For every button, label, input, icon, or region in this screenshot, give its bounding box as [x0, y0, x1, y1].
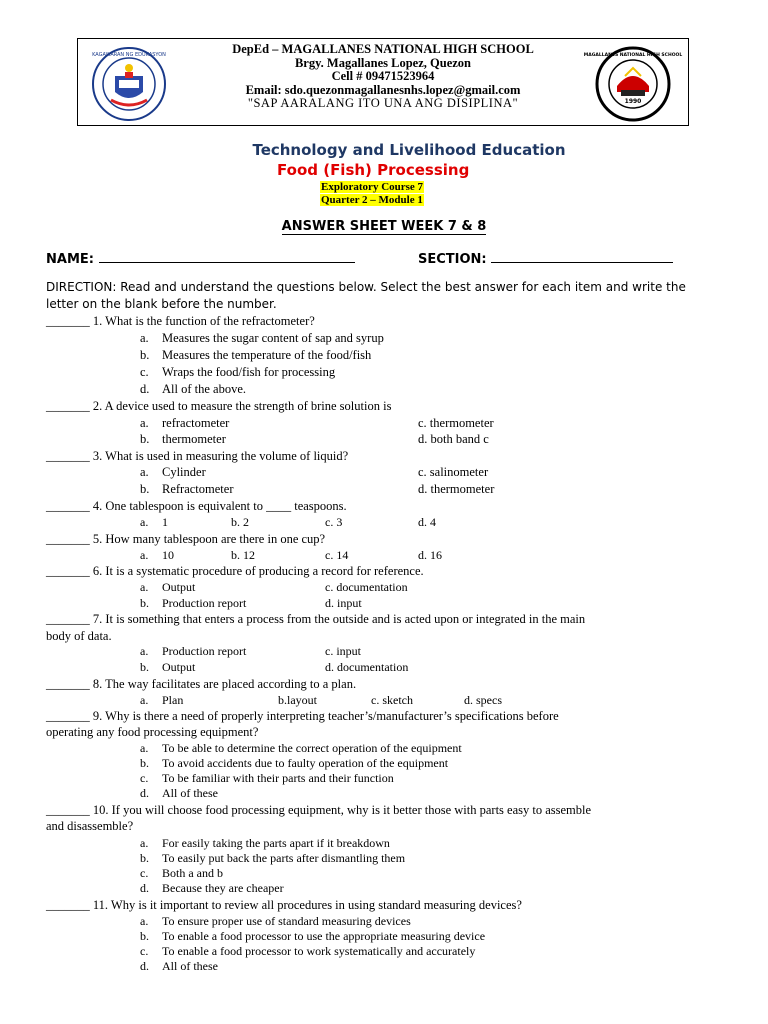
answer-option — [231, 515, 249, 530]
question-label: 2. A device used to measure the strength of brine solution is — [89, 399, 392, 413]
section-blank[interactable] — [491, 249, 673, 263]
answer-option — [418, 416, 494, 431]
answer-option — [418, 482, 494, 497]
answer-option — [278, 693, 317, 708]
school-seal-year: 1990 — [624, 98, 642, 105]
answer-blank[interactable]: _______ — [46, 677, 90, 691]
direction-text: letter on the blank before the number. — [46, 297, 277, 311]
answer-option — [140, 548, 174, 563]
answer-option — [325, 515, 342, 530]
option-text: Refractometer — [162, 482, 234, 496]
option-text: To easily put back the parts after dismantling them — [162, 851, 406, 865]
option-text: Because they are cheaper — [162, 881, 284, 895]
answer-option — [140, 331, 384, 346]
answer-option — [418, 515, 436, 530]
answer-option — [325, 548, 348, 563]
option-letter: d. — [140, 881, 149, 895]
subject-title: Technology and Livelihood Education — [252, 141, 566, 159]
option-text: To ensure proper use of standard measuring devices — [162, 914, 411, 928]
option-text: refractometer — [162, 416, 230, 430]
question-text-continued: and disassemble? — [46, 819, 134, 833]
answer-blank[interactable]: _______ — [46, 898, 90, 912]
question-text — [46, 499, 347, 514]
option-text: 1 — [162, 515, 168, 529]
option-text: Measures the temperature of the food/fish — [162, 348, 372, 362]
option-text: Measures the sugar content of sap and syrup — [162, 331, 384, 345]
option-text: d. thermometer — [418, 482, 495, 496]
name-field[interactable] — [46, 249, 355, 267]
question-label: 1. What is the function of the refractometer? — [89, 314, 315, 328]
question-label: 3. What is used in measuring the volume of liquid? — [89, 449, 349, 463]
option-letter: b. — [140, 596, 149, 610]
answer-option — [140, 914, 411, 929]
question-text — [46, 532, 325, 547]
answer-option — [140, 348, 371, 363]
answer-blank[interactable]: _______ — [46, 499, 90, 513]
option-text: c. 3 — [325, 515, 343, 529]
school-header — [77, 38, 689, 126]
option-letter: a. — [140, 331, 149, 345]
answer-option — [418, 432, 489, 447]
question-label: 4. One tablespoon is equivalent to ____ teaspoons. — [89, 499, 347, 513]
option-text: c. input — [325, 644, 361, 658]
question-label: 8. The way facilitates are placed according to a plan. — [89, 677, 357, 691]
quarter-label: Quarter 2 – Module 1 — [321, 194, 423, 206]
answer-option — [140, 693, 183, 708]
answer-blank[interactable]: _______ — [46, 449, 90, 463]
answer-blank[interactable]: _______ — [46, 314, 90, 328]
option-letter: d. — [140, 786, 149, 800]
answer-option — [325, 660, 408, 675]
option-text: c. sketch — [371, 693, 413, 707]
option-letter: a. — [140, 741, 149, 755]
option-text: To be familiar with their parts and their function — [162, 771, 394, 785]
answer-option — [140, 644, 246, 659]
answer-option — [140, 944, 475, 959]
option-letter: c. — [140, 771, 149, 785]
answer-option — [140, 741, 462, 756]
option-text: For easily taking the parts apart if it breakdown — [162, 836, 390, 850]
option-text: 10 — [162, 548, 174, 562]
school-phone: Cell # 09471523964 — [331, 69, 435, 83]
school-name: DepEd – MAGALLANES NATIONAL HIGH SCHOOL — [232, 42, 534, 56]
answer-option — [140, 432, 226, 447]
answer-option — [140, 771, 394, 786]
answer-blank[interactable]: _______ — [46, 399, 90, 413]
answer-option — [418, 548, 442, 563]
option-text: b. 12 — [231, 548, 255, 562]
option-letter: d. — [140, 959, 149, 973]
option-text: All of these — [162, 786, 218, 800]
answer-blank[interactable]: _______ — [46, 532, 90, 546]
answer-option — [418, 465, 488, 480]
section-label: SECTION: — [418, 252, 487, 267]
school-seal-text: MAGALLANES NATIONAL HIGH SCHOOL — [583, 53, 683, 58]
option-text: c. 14 — [325, 548, 349, 562]
question-label: 7. It is something that enters a process from the outside and is acted upon or integrated in the main — [89, 612, 586, 626]
answer-option — [140, 851, 405, 866]
answer-blank[interactable]: _______ — [46, 803, 90, 817]
question-label: 5. How many tablespoon are there in one cup? — [89, 532, 326, 546]
answer-option — [140, 866, 223, 881]
option-text: Both a and b — [162, 866, 223, 880]
option-letter: a. — [140, 914, 149, 928]
option-text: b.layout — [278, 693, 317, 707]
option-text: To enable a food processor to work systematically and accurately — [162, 944, 476, 958]
option-letter: b. — [140, 929, 149, 943]
answer-option — [325, 580, 408, 595]
option-text: c. documentation — [325, 580, 408, 594]
option-text: Production report — [162, 596, 247, 610]
question-text — [46, 803, 591, 818]
answer-sheet-title-text: ANSWER SHEET WEEK 7 & 8 — [281, 219, 487, 234]
option-text: To be able to determine the correct operation of the equipment — [162, 741, 462, 755]
option-letter: b. — [140, 756, 149, 770]
section-field[interactable] — [418, 249, 673, 267]
option-text: thermometer — [162, 432, 226, 446]
answer-option — [464, 693, 502, 708]
option-text: d. 4 — [418, 515, 436, 529]
answer-option — [140, 959, 218, 974]
answer-option — [140, 786, 218, 801]
option-letter: b. — [140, 482, 150, 496]
question-label: 11. Why is it important to review all procedures in using standard measuring devices? — [89, 898, 522, 912]
question-text — [46, 314, 315, 329]
course-title: Food (Fish) Processing — [277, 161, 470, 179]
school-email: Email: sdo.quezonmagallanesnhs.lopez@gmail.com — [245, 82, 521, 97]
answer-option — [140, 416, 229, 431]
option-letter: a. — [140, 644, 149, 658]
option-text: d. both band c — [418, 432, 489, 446]
question-text — [46, 677, 356, 692]
name-label: NAME: — [46, 252, 94, 267]
option-text: c. salinometer — [418, 465, 489, 479]
option-letter: c. — [140, 365, 149, 379]
answer-option — [325, 596, 362, 611]
question-label: 9. Why is there a need of properly interpreting teacher’s/manufacturer’s specifications before — [89, 709, 559, 723]
answer-option — [140, 836, 390, 851]
name-blank[interactable] — [99, 249, 355, 263]
answer-option — [231, 548, 255, 563]
option-letter: a. — [140, 548, 149, 562]
option-text: Wraps the food/fish for processing — [162, 365, 336, 379]
option-letter: a. — [140, 693, 149, 707]
option-letter: a. — [140, 515, 149, 529]
answer-option — [140, 756, 448, 771]
answer-sheet-title — [0, 219, 768, 234]
answer-blank[interactable]: _______ — [46, 612, 90, 626]
option-letter: a. — [140, 836, 149, 850]
answer-option — [140, 382, 246, 397]
answer-option — [140, 365, 335, 380]
answer-option — [140, 482, 233, 497]
option-text: Output — [162, 660, 196, 674]
question-label: 6. It is a systematic procedure of producing a record for reference. — [89, 564, 424, 578]
question-text — [46, 399, 391, 414]
question-text — [46, 449, 348, 464]
direction-text: DIRECTION: Read and understand the questions below. Select the best answer for each item and write the — [46, 280, 686, 294]
option-letter: b. — [140, 348, 150, 362]
answer-option — [140, 580, 195, 595]
option-letter: a. — [140, 465, 149, 479]
answer-option — [140, 660, 195, 675]
option-text: Output — [162, 580, 196, 594]
answer-blank[interactable]: _______ — [46, 709, 90, 723]
option-text: Production report — [162, 644, 247, 658]
school-motto: "SAP AARALANG ITO UNA ANG DISIPLINA" — [247, 96, 519, 110]
exploratory-label: Exploratory Course 7 — [321, 181, 424, 193]
option-text: d. documentation — [325, 660, 409, 674]
option-text: All of the above. — [162, 382, 247, 396]
option-text: All of these — [162, 959, 218, 973]
option-text: c. thermometer — [418, 416, 494, 430]
question-text — [46, 564, 424, 579]
answer-option — [140, 596, 246, 611]
answer-option — [140, 881, 284, 896]
option-text: d. input — [325, 596, 362, 610]
answer-option — [140, 465, 206, 480]
answer-option — [371, 693, 413, 708]
option-letter: c. — [140, 944, 149, 958]
school-seal-icon — [583, 46, 683, 122]
option-text: Plan — [162, 693, 184, 707]
option-letter: d. — [140, 382, 150, 396]
option-letter: b. — [140, 660, 149, 674]
option-letter: a. — [140, 416, 149, 430]
option-text: To avoid accidents due to faulty operation of the equipment — [162, 756, 449, 770]
question-label: 10. If you will choose food processing equipment, why is it better those with parts easy to assemble — [89, 803, 592, 817]
answer-blank[interactable]: _______ — [46, 564, 90, 578]
option-text: d. 16 — [418, 548, 442, 562]
answer-option — [140, 929, 485, 944]
option-letter: b. — [140, 432, 150, 446]
option-letter: c. — [140, 866, 149, 880]
question-text — [46, 612, 585, 627]
option-text: b. 2 — [231, 515, 249, 529]
deped-seal-text: KAGAWARAN NG EDUKASYON — [92, 52, 166, 58]
option-text: d. specs — [464, 693, 502, 707]
option-text: Cylinder — [162, 465, 206, 479]
question-text-continued: operating any food processing equipment? — [46, 725, 259, 739]
answer-option — [325, 644, 361, 659]
school-address: Brgy. Magallanes Lopez, Quezon — [294, 55, 472, 70]
option-letter: b. — [140, 851, 149, 865]
question-text — [46, 709, 559, 724]
answer-option — [140, 515, 168, 530]
option-letter: a. — [140, 580, 149, 594]
question-text-continued: body of data. — [46, 629, 112, 643]
option-text: To enable a food processor to use the appropriate measuring device — [162, 929, 486, 943]
question-text — [46, 898, 522, 913]
